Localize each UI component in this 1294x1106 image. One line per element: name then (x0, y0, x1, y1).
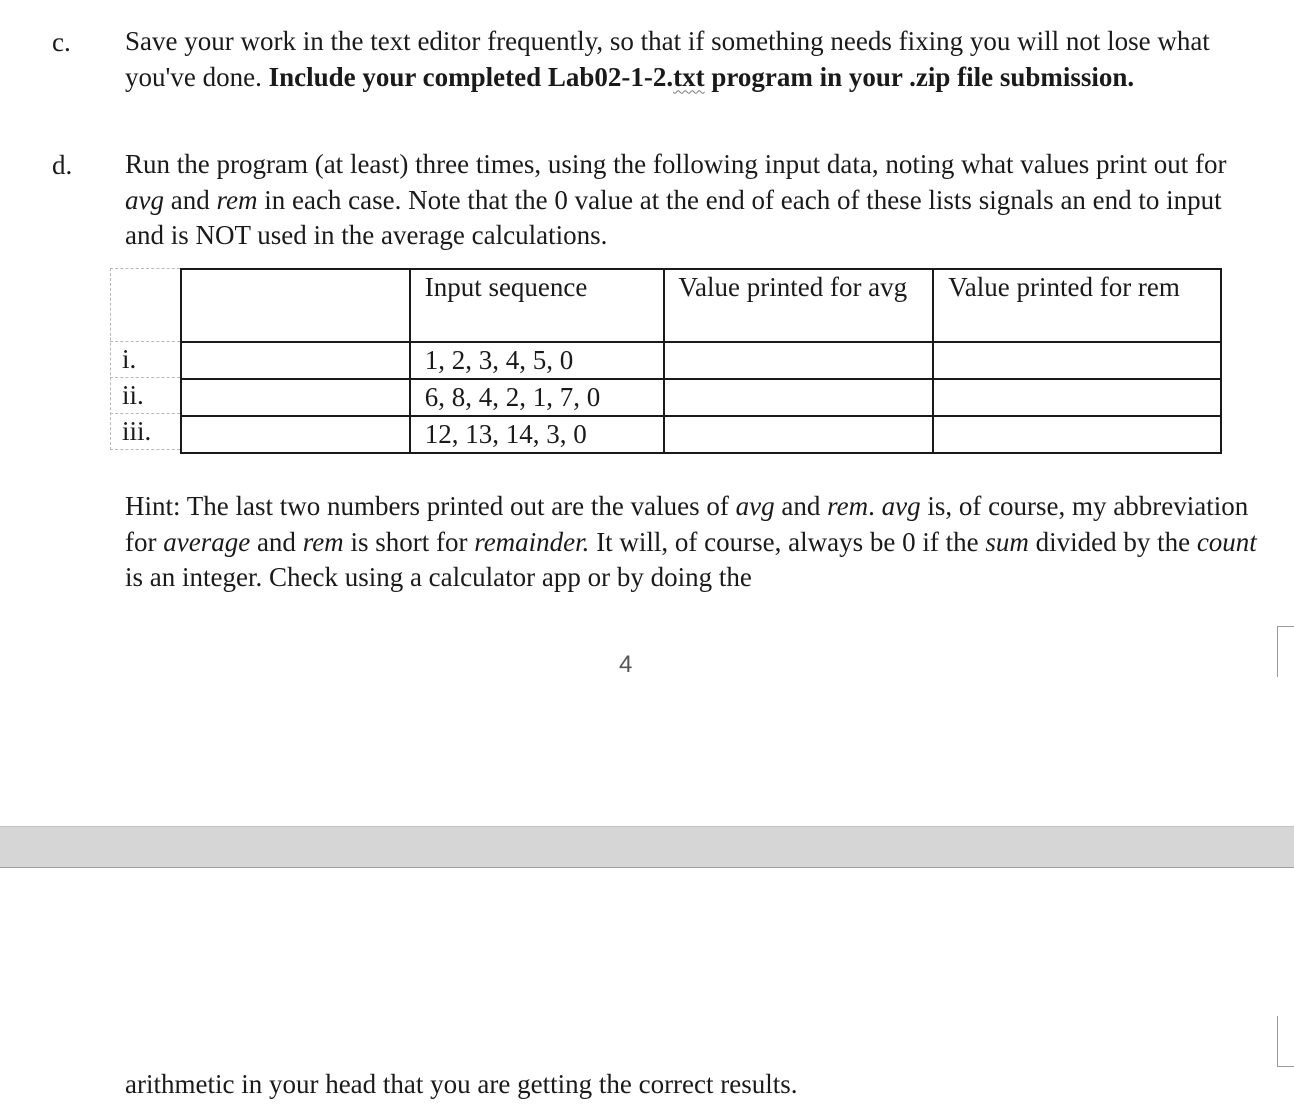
label-gridline (110, 341, 180, 342)
row-label-1: i. (122, 344, 137, 374)
rem-cell[interactable] (933, 342, 1221, 379)
header-avg: Value printed for avg (664, 269, 934, 342)
hint-text: is short for (343, 526, 475, 557)
hint-italic: count (1196, 526, 1257, 557)
margin-corner-mark (1277, 1016, 1294, 1067)
input-sequence-cell: 1, 2, 3, 4, 5, 0 (410, 342, 664, 379)
header-input-sequence: Input sequence (410, 269, 664, 342)
header-rem: Value printed for rem (933, 269, 1221, 342)
hint-italic: average (163, 526, 251, 557)
hint-text: . (868, 491, 882, 521)
hint-text: divided by the (1028, 526, 1197, 557)
hint-text: is an integer. Check using a calculator app or by doing the (125, 562, 752, 592)
item-d-marker: d. (52, 150, 73, 180)
hint-italic: rem (827, 491, 869, 521)
item-d-paragraph (125, 147, 1265, 254)
table-row (181, 342, 1221, 379)
hint-italic: rem (302, 526, 344, 557)
item-d-text-3: in each case. Note that the 0 value at the end of each of these lists signals an end to input and is NOT used in the average calculations. (125, 184, 1222, 250)
hint-paragraph (125, 489, 1265, 596)
hint-text: and (250, 526, 303, 557)
avg-cell[interactable] (664, 342, 934, 379)
row-blank-cell[interactable] (181, 416, 410, 453)
item-c-bold-2: program in your .zip file submission. (704, 61, 1135, 92)
hint-italic: sum (985, 526, 1029, 557)
row-blank-cell[interactable] (181, 342, 410, 379)
label-gridline (110, 377, 180, 378)
table-row (181, 379, 1221, 416)
hint-text: and (774, 491, 828, 521)
row-label-2: ii. (122, 380, 144, 410)
item-c-text: Save your work in the text editor frequently, so that if something needs fixing you will not lose what you've done. (125, 26, 1210, 92)
hint-text: is, of course, my abbreviation for (125, 491, 1249, 557)
hint-text: It will, of course, always be 0 if the (589, 526, 986, 557)
page-separator (0, 826, 1294, 868)
row-label-3: iii. (122, 416, 152, 446)
item-c-paragraph (125, 24, 1265, 95)
table-row (181, 416, 1221, 453)
hint-italic: remainder. (474, 526, 590, 557)
table-header-row (181, 269, 1221, 342)
avg-cell[interactable] (664, 379, 934, 416)
input-sequence-cell: 12, 13, 14, 3, 0 (410, 416, 664, 453)
page-number: 4 (619, 651, 633, 678)
input-table (180, 268, 1222, 454)
item-d-text-1: Run the program (at least) three times, using the following input data, noting what values print out for (125, 149, 1227, 179)
hint-italic: avg (881, 491, 921, 521)
item-d-rem: rem (216, 184, 258, 215)
hint-italic: avg (735, 491, 775, 521)
row-blank-cell[interactable] (181, 379, 410, 416)
item-c-bold-1: Include your completed Lab02-1-2. (268, 61, 674, 92)
rem-cell[interactable] (933, 416, 1221, 453)
item-c-bold-spellcheck: txt (673, 61, 705, 92)
item-d-text-2: and (163, 184, 217, 215)
margin-corner-mark (1277, 626, 1294, 677)
avg-cell[interactable] (664, 416, 934, 453)
item-d-avg: avg (125, 184, 164, 215)
item-c-marker: c. (52, 27, 71, 57)
input-table-region (110, 268, 1222, 450)
rem-cell[interactable] (933, 379, 1221, 416)
hint-text: Hint: The last two numbers printed out are the values of (125, 491, 736, 521)
continuation-text: arithmetic in your head that you are getting the correct results. (125, 1069, 798, 1099)
input-sequence-cell: 6, 8, 4, 2, 1, 7, 0 (410, 379, 664, 416)
header-cell-empty (181, 269, 410, 342)
